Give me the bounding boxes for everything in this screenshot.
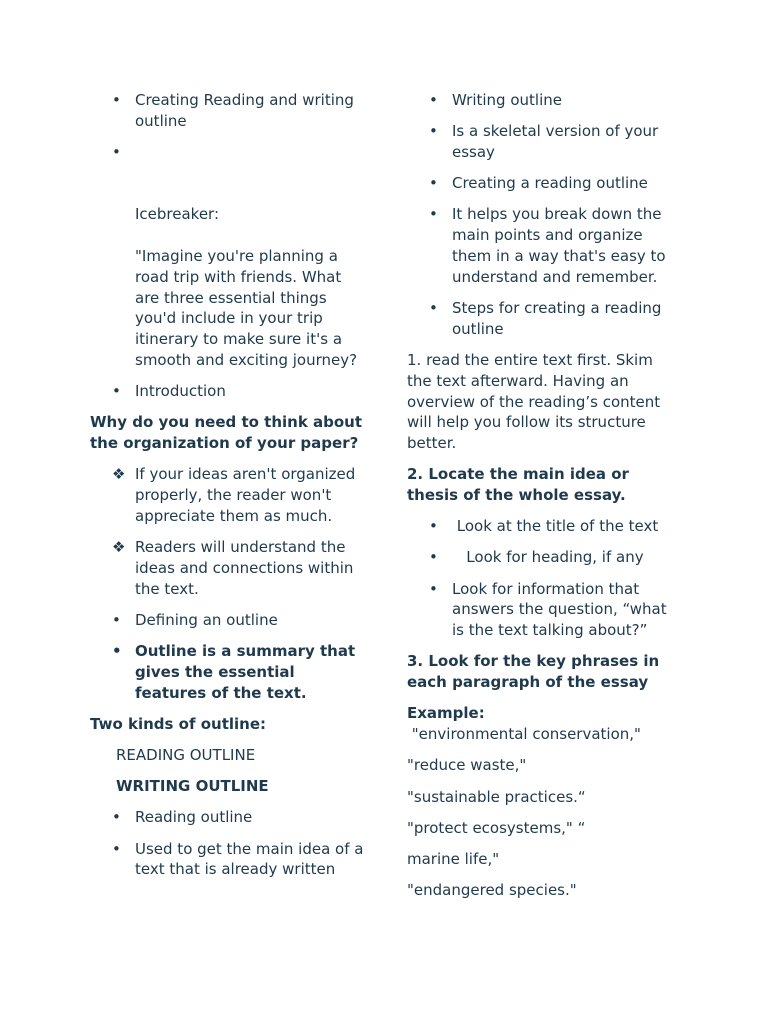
example-label: Example: bbox=[407, 704, 485, 723]
bullet-text: Defining an outline bbox=[135, 610, 278, 629]
diamond-text: Readers will understand the ideas and connections within the text. bbox=[135, 538, 354, 598]
bullet-text: Is a skeletal version of your essay bbox=[452, 122, 659, 161]
diamond-item bbox=[90, 537, 365, 599]
bullet-marker: • bbox=[429, 91, 438, 109]
example-phrase: "protect ecosystems," “ bbox=[407, 818, 586, 837]
bullet-marker: • bbox=[112, 610, 121, 629]
bullet-text: Used to get the main idea of a text that is already written bbox=[135, 839, 364, 879]
example-phrase: "reduce waste," bbox=[407, 756, 527, 775]
bullet-item bbox=[407, 579, 677, 641]
diamond-marker: ❖ bbox=[112, 465, 126, 484]
example-phrase: "environmental conservation," bbox=[407, 725, 641, 744]
example-phrase: "sustainable practices.“ bbox=[407, 787, 586, 806]
section-heading: Two kinds of outline: bbox=[90, 714, 266, 733]
bullet-marker: • bbox=[429, 579, 438, 598]
bullet-text: Creating Reading and writing outline bbox=[135, 91, 354, 130]
bullet-item bbox=[90, 839, 365, 881]
blank-line bbox=[135, 184, 365, 205]
blank-line bbox=[135, 163, 365, 184]
bullet-item bbox=[407, 298, 677, 340]
bullet-item bbox=[407, 547, 677, 568]
bullet-marker: • bbox=[429, 174, 438, 193]
bullet-marker: • bbox=[429, 298, 438, 317]
example-phrase: marine life," bbox=[407, 849, 500, 868]
bullet-text: It helps you break down the main points and organize them in a way that's easy to understand and remember. bbox=[452, 205, 666, 286]
bullet-text: Steps for creating a reading outline bbox=[452, 298, 662, 338]
bullet-item-icebreaker bbox=[90, 142, 365, 371]
bullet-text: Look for heading, if any bbox=[452, 548, 644, 567]
bullet-marker: • bbox=[429, 548, 438, 567]
left-column bbox=[90, 90, 365, 891]
outline-type: READING OUTLINE bbox=[116, 746, 256, 765]
diamond-text: If your ideas aren't organized properly, the reader won't appreciate them as much. bbox=[135, 465, 356, 525]
bullet-text: Outline is a summary that gives the essential features of the text. bbox=[135, 642, 356, 702]
bullet-marker: • bbox=[429, 205, 438, 224]
bullet-item bbox=[407, 90, 677, 111]
blank-line bbox=[135, 225, 365, 246]
bullet-text: Writing outline bbox=[452, 91, 562, 109]
bullet-text: Look at the title of the text bbox=[452, 517, 659, 536]
blank-line bbox=[135, 142, 365, 163]
bullet-item bbox=[407, 516, 677, 537]
step-heading: 2. Locate the main idea or thesis of the whole essay. bbox=[407, 465, 629, 505]
bullet-item bbox=[90, 610, 365, 631]
bullet-item bbox=[90, 381, 365, 402]
bullet-item bbox=[407, 173, 677, 194]
bullet-text: Creating a reading outline bbox=[452, 174, 648, 193]
bullet-text: Introduction bbox=[135, 382, 226, 401]
icebreaker-quote: "Imagine you're planning a road trip with friends. What are three essential things you'd include in your trip itinerary to make sure it's a smooth and exciting journey? bbox=[135, 246, 358, 369]
bullet-text: Reading outline bbox=[135, 808, 253, 827]
diamond-item bbox=[90, 464, 365, 526]
bullet-item bbox=[90, 807, 365, 828]
icebreaker-label: Icebreaker: bbox=[135, 205, 220, 224]
step-heading: 3. Look for the key phrases in each paragraph of the essay bbox=[407, 652, 660, 692]
right-column bbox=[407, 90, 677, 911]
bullet-item bbox=[90, 90, 365, 132]
bullet-marker: • bbox=[112, 642, 122, 661]
bullet-marker: • bbox=[112, 839, 121, 858]
bullet-marker: • bbox=[112, 142, 121, 161]
bullet-item-bold bbox=[90, 641, 365, 703]
bullet-marker: • bbox=[112, 382, 121, 401]
bullet-item bbox=[407, 121, 677, 163]
diamond-marker: ❖ bbox=[112, 538, 126, 557]
bullet-marker: • bbox=[429, 517, 438, 536]
bullet-text: Look for information that answers the question, “what is the text talking about?” bbox=[452, 579, 667, 640]
bullet-marker: • bbox=[429, 122, 438, 141]
bullet-item bbox=[407, 204, 677, 287]
step-paragraph: 1. read the entire text first. Skim the text afterward. Having an overview of the reading’s content will help you follow its structure better. bbox=[407, 350, 661, 453]
bullet-marker: • bbox=[112, 808, 121, 827]
example-phrase: "endangered species." bbox=[407, 881, 577, 900]
outline-type: WRITING OUTLINE bbox=[116, 777, 269, 796]
section-heading: Why do you need to think about the organization of your paper? bbox=[90, 413, 363, 453]
bullet-marker: • bbox=[112, 91, 121, 109]
